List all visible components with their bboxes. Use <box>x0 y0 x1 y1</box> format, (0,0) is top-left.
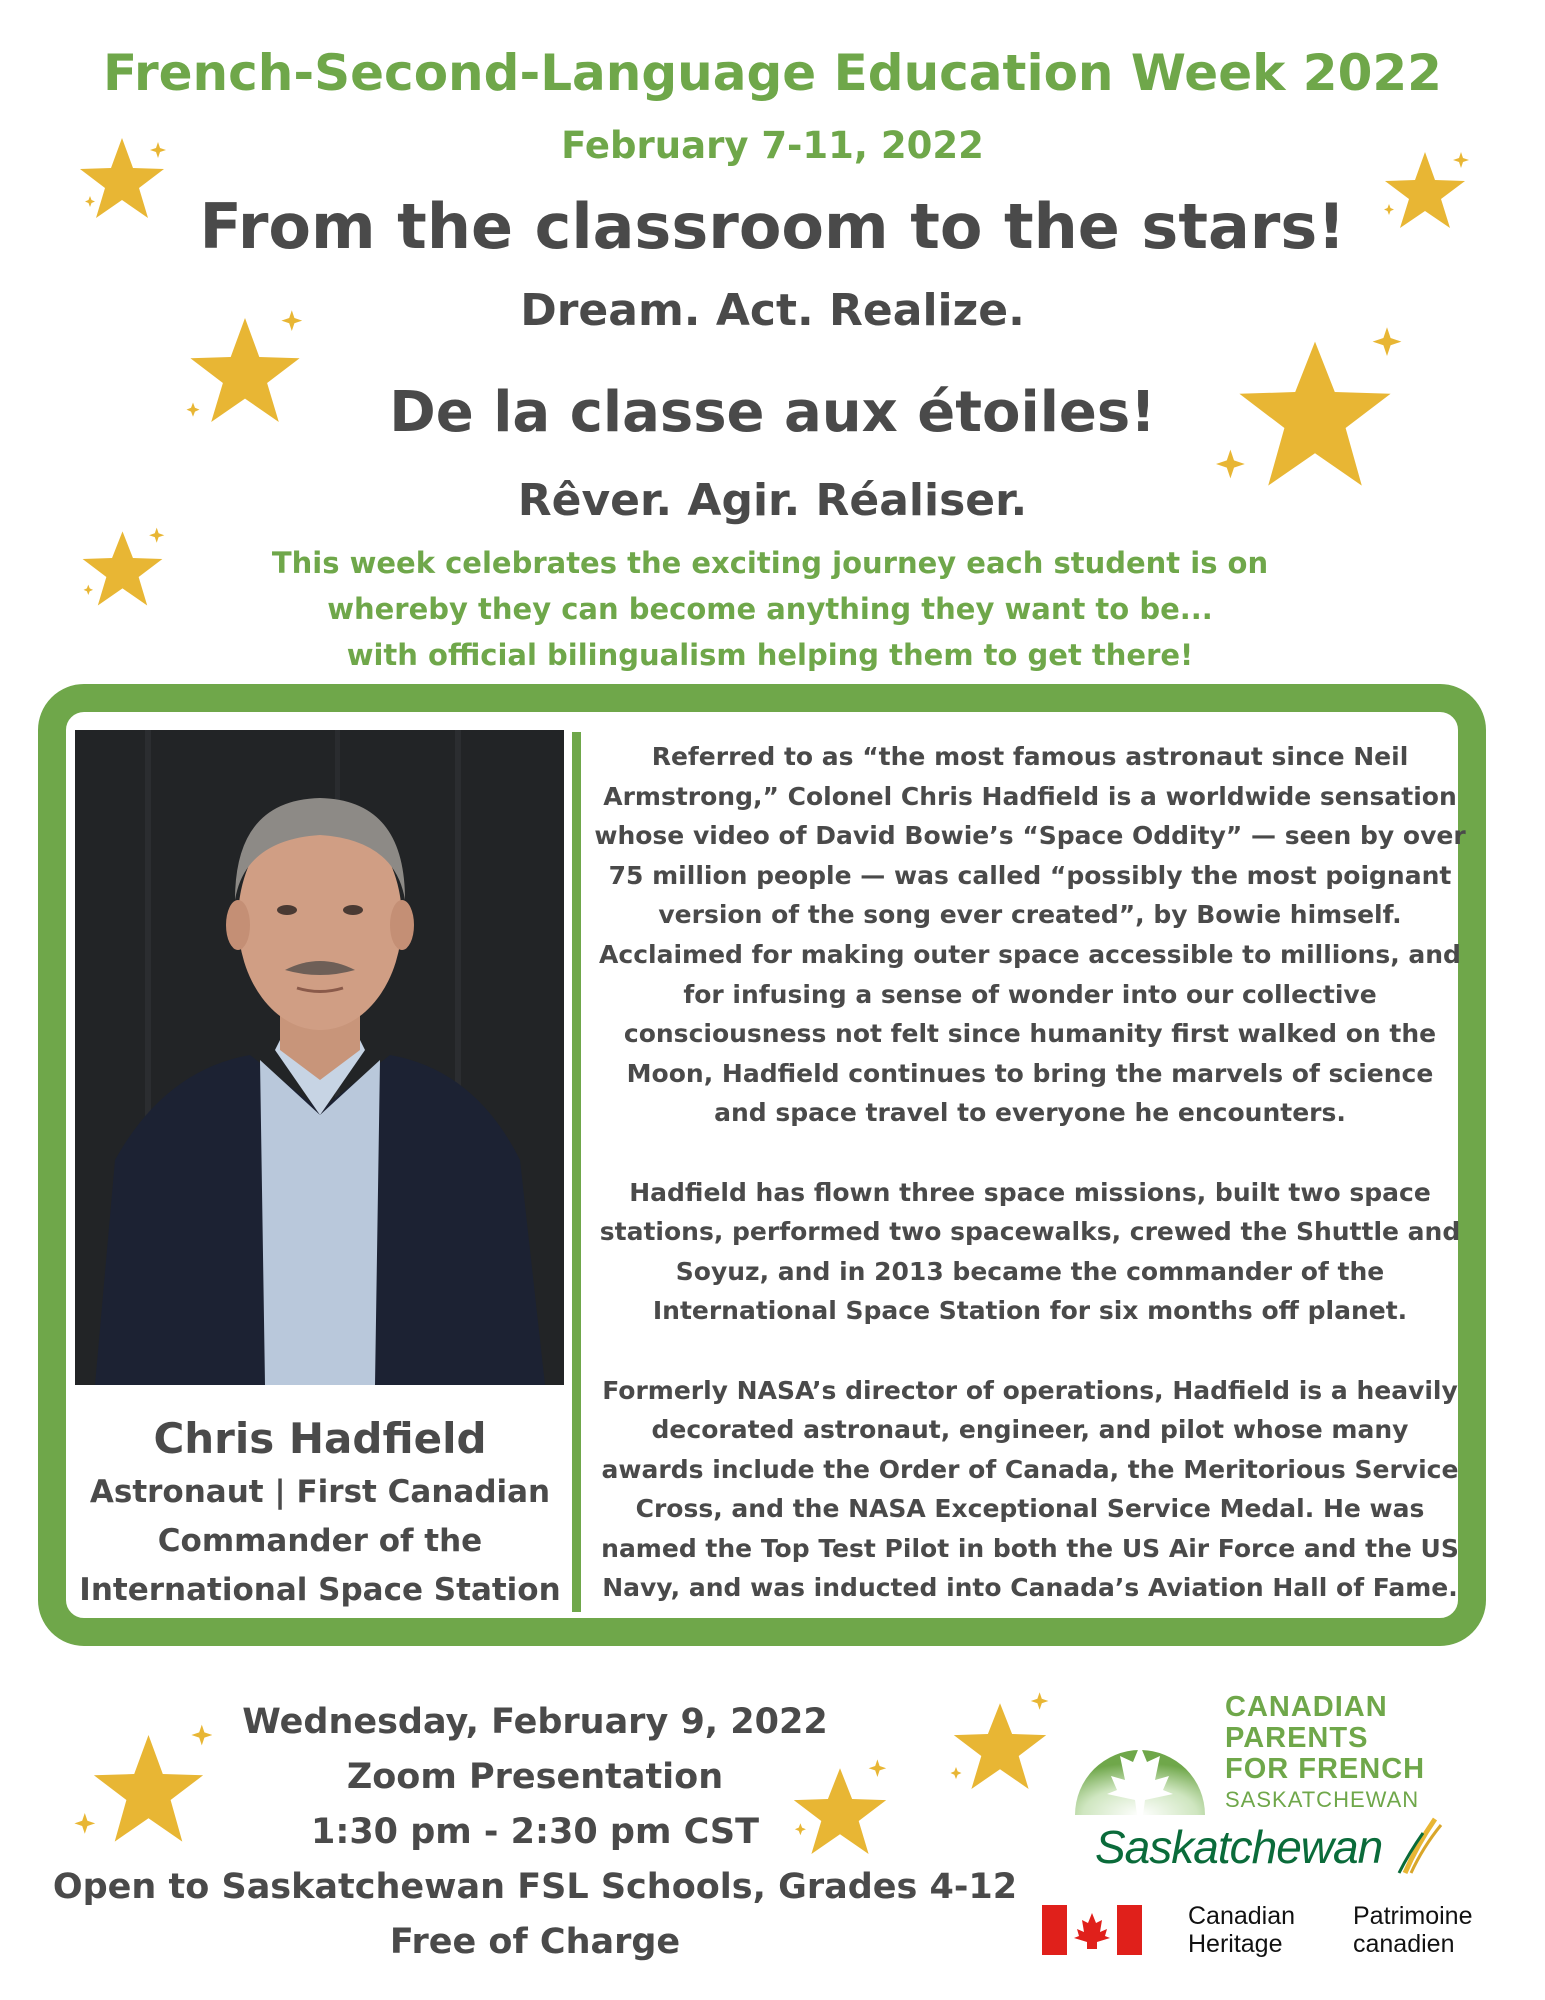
wheat-icon <box>1395 1815 1445 1875</box>
bio-line: 75 million people — was called “possibly the most poignant <box>608 860 1452 890</box>
event-cost: Free of Charge <box>389 1922 681 1962</box>
bio-paragraph <box>590 1371 1470 1609</box>
bio-line: whose video of David Bowie’s “Space Oddity” — seen by over <box>594 821 1466 851</box>
intro-line: This week celebrates the exciting journey each student is on <box>271 546 1269 580</box>
star-icon <box>1375 140 1475 240</box>
speaker-photo <box>75 730 564 1385</box>
cpf-logo-line: PARENTS <box>1225 1722 1369 1754</box>
star-icon <box>1215 320 1415 500</box>
heritage-line: Canadian <box>1188 1902 1296 1930</box>
bio-line: Soyuz, and in 2013 became the commander of the <box>675 1256 1385 1286</box>
cpf-logo-line: FOR FRENCH <box>1225 1753 1426 1785</box>
motto-french: Rêver. Agir. Réaliser. <box>517 475 1028 526</box>
page-title: French-Second-Language Education Week 2022 <box>103 44 1442 102</box>
cpf-logo-subtitle: SASKATCHEWAN <box>1225 1787 1420 1812</box>
bio-line: version of the song ever created”, by Bowie himself. <box>658 900 1402 930</box>
star-icon <box>72 128 172 228</box>
bio-line: Referred to as “the most famous astronaut since Neil <box>651 742 1409 771</box>
slogan-french: De la classe aux étoiles! <box>389 380 1156 445</box>
bio-line: Cross, and the NASA Exceptional Service Medal. He was <box>635 1494 1425 1524</box>
intro-line: whereby they can become anything they want to be... <box>327 592 1213 626</box>
event-dates: February 7-11, 2022 <box>561 124 984 167</box>
speaker-bio <box>590 737 1470 1648</box>
bio-line: named the Top Test Pilot in both the US Air Force and the US <box>601 1533 1459 1563</box>
bio-line: International Space Station for six months off planet. <box>652 1296 1408 1326</box>
motto-english: Dream. Act. Realize. <box>520 285 1025 336</box>
bio-line: Armstrong,” Colonel Chris Hadfield is a worldwide sensation <box>603 781 1457 811</box>
bio-line: for infusing a sense of wonder into our collective <box>683 979 1377 1009</box>
bio-line: decorated astronaut, engineer, and pilot whose many <box>651 1415 1409 1445</box>
cpf-logo-line: CANADIAN <box>1225 1691 1388 1723</box>
saskatchewan-logo-text: Saskatchewan <box>1095 1821 1383 1873</box>
bio-line: Formerly NASA’s director of operations, Hadfield is a heavily <box>602 1375 1458 1405</box>
bio-paragraph <box>590 737 1470 1133</box>
cpf-maple-leaf-logo <box>1065 1690 1215 1820</box>
event-format: Zoom Presentation <box>346 1757 724 1797</box>
canada-flag-icon <box>1042 1905 1142 1955</box>
slogan-english: From the classroom to the stars! <box>199 190 1346 263</box>
bio-line: awards include the Order of Canada, the Meritorious Service <box>601 1454 1459 1484</box>
heritage-french <box>1353 1902 1473 1958</box>
heritage-line: canadien <box>1353 1930 1455 1958</box>
heritage-line: Heritage <box>1188 1930 1283 1958</box>
speaker-name: Chris Hadfield <box>153 1414 487 1463</box>
bio-line: Hadfield has flown three space missions, built two space <box>629 1177 1431 1207</box>
role-line: International Space Station <box>79 1572 561 1608</box>
intro-text <box>220 540 1320 678</box>
event-audience: Open to Saskatchewan FSL Schools, Grades 4-12 <box>52 1867 1018 1907</box>
event-details <box>20 1695 1050 1970</box>
cpf-logo-text <box>1225 1692 1425 1785</box>
bio-line: and space travel to everyone he encounters. <box>714 1098 1346 1128</box>
event-date: Wednesday, February 9, 2022 <box>242 1702 828 1742</box>
bio-line: Navy, and was inducted into Canada’s Aviation Hall of Fame. <box>602 1573 1458 1603</box>
star-icon <box>75 520 170 615</box>
event-time: 1:30 pm - 2:30 pm CST <box>310 1812 760 1852</box>
star-icon <box>180 305 310 435</box>
bio-line: consciousness not felt since humanity first walked on the <box>623 1019 1437 1049</box>
bio-line: stations, performed two spacewalks, crewed the Shuttle and <box>599 1217 1461 1247</box>
bio-line: Moon, Hadfield continues to bring the marvels of science <box>626 1058 1434 1088</box>
intro-line: with official bilingualism helping them to get there! <box>346 638 1194 672</box>
heritage-line: Patrimoine <box>1353 1902 1473 1930</box>
speaker-role <box>60 1468 580 1615</box>
heritage-english <box>1188 1902 1295 1958</box>
bio-line: Acclaimed for making outer space accessible to millions, and <box>599 939 1461 969</box>
bio-paragraph <box>590 1173 1470 1331</box>
role-line: Astronaut | First Canadian <box>89 1474 551 1510</box>
role-line: Commander of the <box>157 1523 483 1559</box>
